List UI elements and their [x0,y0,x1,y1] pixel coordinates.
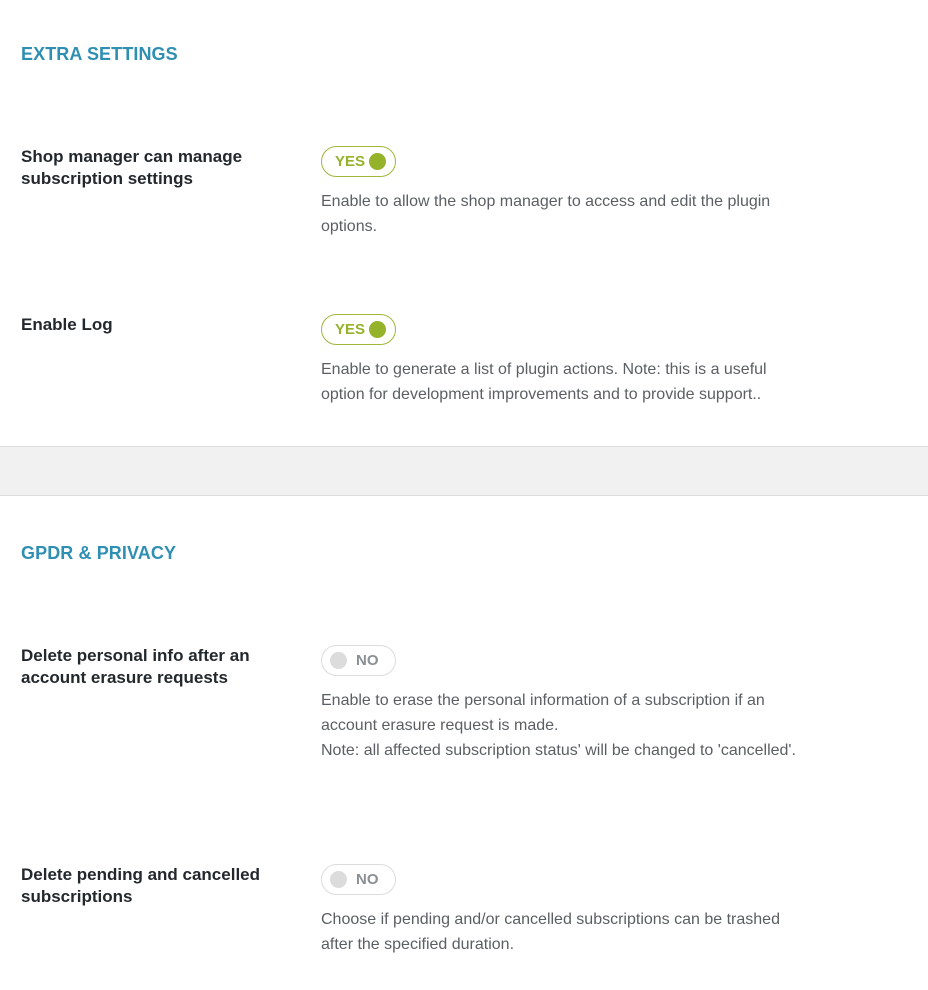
toggle-knob-icon [369,321,386,338]
section-title-gdpr-privacy: GPDR & PRIVACY [21,543,177,563]
option-description-delete-personal-info [321,688,811,763]
delete-personal-info-toggle[interactable] [321,645,396,676]
description-text: Choose if pending and/or cancelled subscriptions can be trashed after the specified duration. [321,911,780,953]
delete-pending-cancelled-toggle[interactable] [321,864,396,895]
option-description-shop-manager [321,189,811,239]
enable-log-toggle[interactable] [321,314,396,345]
option-field-enable-log [321,314,811,407]
description-note: Note: all affected subscription status' will be changed to 'cancelled'. [321,742,796,759]
description-text: Enable to allow the shop manager to access and edit the plugin options. [321,193,771,235]
toggle-knob-icon [330,871,347,888]
description-text: Enable to generate a list of plugin actions. Note: this is a useful option for development improvements and to provide support.. [321,361,767,403]
option-field-delete-personal-info [321,645,811,763]
option-label-shop-manager: Shop manager can manage subscription settings [21,147,243,188]
section-title-extra-settings: EXTRA SETTINGS [21,44,178,64]
toggle-state-label: YES [335,153,366,170]
option-field-delete-pending-cancelled [321,864,811,957]
section-separator [0,446,928,496]
toggle-state-label: YES [335,321,366,338]
toggle-knob-icon [369,153,386,170]
option-label-enable-log: Enable Log [21,315,113,334]
option-label-delete-personal-info: Delete personal info after an account erasure requests [21,646,250,687]
option-description-enable-log [321,357,811,407]
toggle-state-label: NO [356,871,379,888]
option-description-delete-pending-cancelled [321,907,811,957]
shop-manager-toggle[interactable] [321,146,396,177]
description-text: Enable to erase the personal information of a subscription if an account erasure request is made. [321,692,765,734]
toggle-knob-icon [330,652,347,669]
toggle-state-label: NO [356,652,379,669]
option-field-shop-manager [321,146,811,239]
option-label-delete-pending-cancelled: Delete pending and cancelled subscriptions [21,865,261,906]
